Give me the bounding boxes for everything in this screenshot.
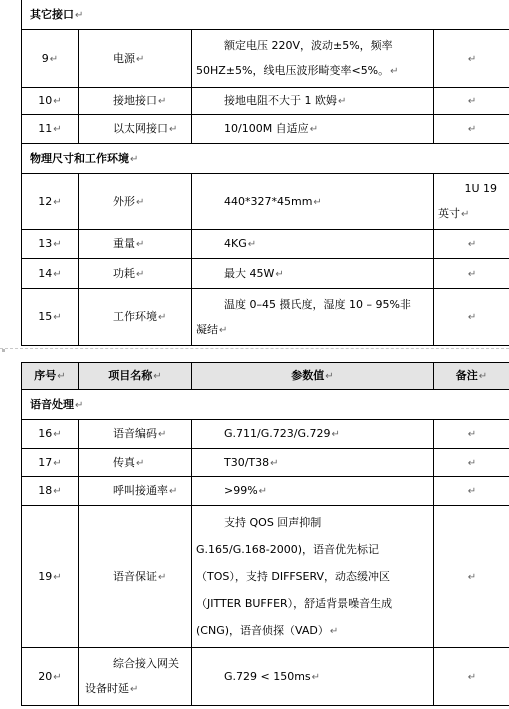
table-row xyxy=(22,115,509,144)
param-value: 10/100M 自适应↵ xyxy=(192,115,434,144)
table-row xyxy=(22,259,509,289)
item-name: 以太网接口↵ xyxy=(79,115,192,144)
param-value: 最大 45W↵ xyxy=(192,259,434,289)
note-cell: ↵ xyxy=(434,506,509,648)
param-value: 4KG↵ xyxy=(192,230,434,259)
table-row xyxy=(22,174,509,230)
row-number: 14↵ xyxy=(22,259,79,289)
row-number: 18↵ xyxy=(22,477,79,506)
note-cell: ↵ xyxy=(434,30,509,88)
section-title-voice: 语音处理↵ xyxy=(22,390,509,420)
page-break-separator xyxy=(0,348,509,355)
item-name: 重量↵ xyxy=(79,230,192,259)
ruler-marker xyxy=(2,349,5,352)
item-name: 电源↵ xyxy=(79,30,192,88)
row-number: 16↵ xyxy=(22,420,79,449)
item-name: 工作环境↵ xyxy=(79,289,192,346)
note-cell: ↵ xyxy=(434,230,509,259)
item-name: 接地接口↵ xyxy=(79,88,192,115)
param-value: 440*327*45mm↵ xyxy=(192,174,434,230)
table-row xyxy=(22,230,509,259)
spec-table-top xyxy=(21,0,509,346)
section-title-physical: 物理尺寸和工作环境↵ xyxy=(22,144,509,174)
table-row xyxy=(22,30,509,88)
item-name: 功耗↵ xyxy=(79,259,192,289)
header-note: 备注↵ xyxy=(434,363,509,390)
param-value: 接地电阻不大于 1 欧姆↵ xyxy=(192,88,434,115)
header-item-name: 项目名称↵ xyxy=(79,363,192,390)
section-row xyxy=(22,0,509,30)
item-name: 语音保证↵ xyxy=(79,506,192,648)
row-number: 12↵ xyxy=(22,174,79,230)
row-number: 15↵ xyxy=(22,289,79,346)
note-cell: 1U 19 英寸↵ xyxy=(434,174,509,230)
note-cell: ↵ xyxy=(434,259,509,289)
row-number: 10↵ xyxy=(22,88,79,115)
param-value: T30/T38↵ xyxy=(192,449,434,477)
table-header-row xyxy=(22,363,509,390)
note-cell: ↵ xyxy=(434,289,509,346)
note-cell: ↵ xyxy=(434,477,509,506)
note-cell: ↵ xyxy=(434,420,509,449)
param-value: 额定电压 220V，波动±5%，频率 50HZ±5%，线电压波形畸变率<5%。↵ xyxy=(192,30,434,88)
header-param-value: 参数值↵ xyxy=(192,363,434,390)
table-row xyxy=(22,420,509,449)
table-row xyxy=(22,289,509,346)
row-number: 19↵ xyxy=(22,506,79,648)
note-cell: ↵ xyxy=(434,88,509,115)
row-number: 11↵ xyxy=(22,115,79,144)
table-row xyxy=(22,506,509,648)
item-name: 综合接入网关 设备时延↵ xyxy=(79,648,192,706)
spec-table-bottom xyxy=(21,362,509,706)
item-name: 呼叫接通率↵ xyxy=(79,477,192,506)
row-number: 13↵ xyxy=(22,230,79,259)
param-value: G.711/G.723/G.729↵ xyxy=(192,420,434,449)
table-row xyxy=(22,477,509,506)
header-number: 序号↵ xyxy=(22,363,79,390)
note-cell: ↵ xyxy=(434,115,509,144)
param-value: >99%↵ xyxy=(192,477,434,506)
table-row xyxy=(22,449,509,477)
param-value: G.729 < 150ms↵ xyxy=(192,648,434,706)
note-cell: ↵ xyxy=(434,449,509,477)
item-name: 传真↵ xyxy=(79,449,192,477)
section-title-other-interfaces: 其它接口↵ xyxy=(22,0,509,30)
row-number: 20↵ xyxy=(22,648,79,706)
param-value: 支持 QOS 回声抑制 G.165/G.168-2000)，语音优先标记 （TOS），支持 DIFFSERV，动态缓冲区 （JITTER BUFFER），舒适背景噪音生成 (CNG)，语音侦探（VAD）↵ xyxy=(192,506,434,648)
item-name: 外形↵ xyxy=(79,174,192,230)
section-row xyxy=(22,390,509,420)
section-row xyxy=(22,144,509,174)
note-cell: ↵ xyxy=(434,648,509,706)
row-number: 17↵ xyxy=(22,449,79,477)
table-row xyxy=(22,648,509,706)
param-value: 温度 0–45 摄氏度，湿度 10 – 95%非 凝结↵ xyxy=(192,289,434,346)
item-name: 语音编码↵ xyxy=(79,420,192,449)
row-number: 9↵ xyxy=(22,30,79,88)
table-row xyxy=(22,88,509,115)
